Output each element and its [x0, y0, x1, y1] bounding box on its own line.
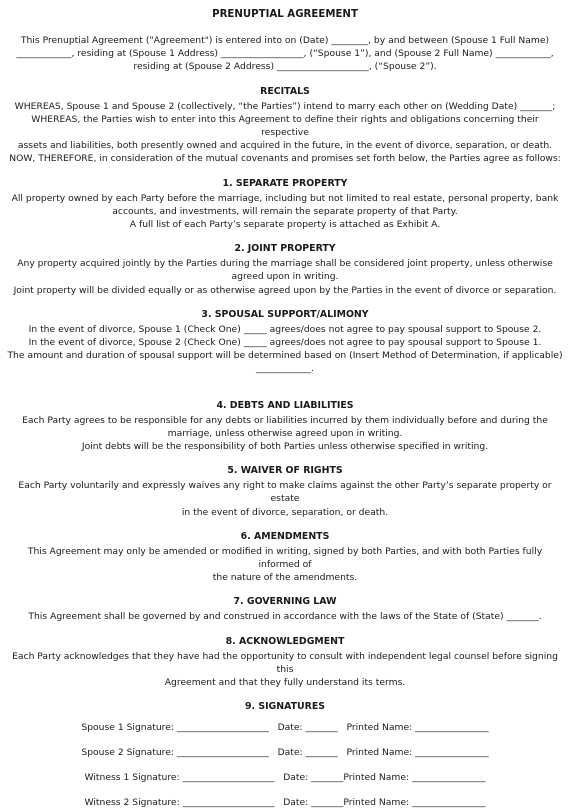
signature-line: Spouse 1 Signature: ____________________ Date: _______ Printed Name: ________________: [81, 722, 489, 734]
section-line: accounts, and investments, will remain the separate property of that Party.: [112, 205, 458, 217]
section-line: This Agreement may only be amended or modified in writing, signed by both Parties, and with both Parties fully informed of: [27, 545, 543, 571]
section-heading: 3. SPOUSAL SUPPORT/ALIMONY: [201, 308, 369, 320]
section-line: Joint debts will be the responsibility of both Parties unless otherwise specified in writing.: [81, 441, 489, 453]
section-heading: 2. JOINT PROPERTY: [234, 243, 336, 255]
section-line: The amount and duration of spousal support will be determined based on (Insert Method of Determination, if applicable): [7, 350, 563, 362]
section-heading: RECITALS: [260, 85, 310, 97]
section-heading: 6. AMENDMENTS: [240, 530, 330, 542]
section-governing-law: [6, 595, 564, 623]
section-line: marriage, unless otherwise agreed upon in writing.: [167, 427, 403, 439]
section-acknowledgment: [6, 635, 564, 690]
signature-line: Witness 2 Signature: ____________________ Date: _______Printed Name: ________________: [84, 796, 486, 808]
signature-row-witness-2[interactable]: [6, 796, 564, 809]
intro-line: ____________, residing at (Spouse 1 Address) __________________, (“Spouse 1”), and (Spouse 2 Full Name) ____________,: [16, 48, 554, 60]
intro-paragraph: [6, 34, 564, 74]
section-joint-property: [6, 242, 564, 297]
section-line: Each Party voluntarily and expressly waives any right to make claims against the other Party’s separate property or estate: [18, 480, 552, 505]
intro-line: residing at (Spouse 2 Address) ____________________, (“Spouse 2”).: [133, 61, 437, 73]
section-amendments: [6, 530, 564, 585]
intro-line: This Prenuptial Agreement ("Agreement") is entered into on (Date) ________, by and between (Spouse 1 Full Name): [20, 35, 550, 46]
section-body: [6, 650, 564, 690]
section-separate-property: [6, 177, 564, 232]
section-body: [6, 100, 564, 166]
section-heading: 7. GOVERNING LAW: [233, 596, 337, 608]
section-heading: 8. ACKNOWLEDGMENT: [225, 635, 345, 647]
signature-row-spouse-1[interactable]: [6, 721, 564, 734]
section-body: [6, 479, 564, 519]
section-heading: 1. SEPARATE PROPERTY: [222, 177, 348, 189]
document-title: PRENUPTIAL AGREEMENT: [212, 9, 358, 20]
section-heading: 4. DEBTS AND LIABILITIES: [216, 399, 354, 411]
section-line: Joint property will be divided equally or as otherwise agreed upon by the Parties in the event of divorce or separation.: [13, 284, 557, 296]
section-line: All property owned by each Party before the marriage, including but not limited to real estate, personal property, bank: [11, 192, 559, 204]
section-line: In the event of divorce, Spouse 2 (Check One) _____ agrees/does not agree to pay spousal support to Spouse 1.: [28, 337, 542, 349]
section-debts-liabilities: [6, 399, 564, 454]
signature-row-spouse-2[interactable]: [6, 746, 564, 759]
signature-row-witness-1[interactable]: [6, 771, 564, 784]
section-heading: 9. SIGNATURES: [244, 701, 326, 713]
section-line: ____________.: [255, 363, 315, 375]
section-line: Each Party acknowledges that they have had the opportunity to consult with independent legal counsel before signing this: [12, 650, 558, 675]
section-line: A full list of each Party’s separate property is attached as Exhibit A.: [129, 219, 441, 231]
section-body: [6, 257, 564, 297]
section-line: Any property acquired jointly by the Parties during the marriage shall be considered joint property, unless otherwise: [17, 258, 553, 270]
section-line: assets and liabilities, both presently owned and acquired in the future, in the event of divorce, separation, or death.: [17, 140, 553, 152]
section-line: Agreement and that they fully understand its terms.: [164, 677, 406, 689]
section-waiver-of-rights: [6, 464, 564, 519]
section-body: [6, 323, 564, 376]
section-line: In the event of divorce, Spouse 1 (Check One) _____ agrees/does not agree to pay spousal support to Spouse 2.: [28, 323, 542, 335]
section-line: WHEREAS, Spouse 1 and Spouse 2 (collectively, “the Parties”) intend to marry each other on (Wedding Date) _______;: [14, 100, 556, 112]
section-body: [6, 192, 564, 232]
signature-block: [6, 721, 564, 808]
section-body: [6, 414, 564, 454]
section-line: in the event of divorce, separation, or death.: [181, 506, 389, 518]
section-body: [6, 545, 564, 585]
section-signatures: [6, 700, 564, 808]
section-line: the nature of the amendments.: [212, 572, 358, 584]
section-line: NOW, THEREFORE, in consideration of the mutual covenants and promises set forth below, the Parties agree as follows:: [9, 153, 561, 165]
section-heading: 5. WAIVER OF RIGHTS: [227, 465, 343, 477]
section-spousal-support: [6, 308, 564, 388]
section-line: WHEREAS, the Parties wish to enter into this Agreement to define their rights and obligations concerning their respective: [31, 113, 539, 139]
signature-line: Witness 1 Signature: ____________________ Date: _______Printed Name: ________________: [84, 771, 486, 783]
section-body: [6, 610, 564, 623]
section-line: This Agreement shall be governed by and construed in accordance with the laws of the State of (State) _______.: [28, 611, 542, 623]
section-line: Each Party agrees to be responsible for any debts or liabilities incurred by them individually before and during the: [22, 414, 548, 426]
section-recitals: [6, 85, 564, 166]
signature-line: Spouse 2 Signature: ____________________ Date: _______ Printed Name: ________________: [81, 747, 489, 759]
section-line: agreed upon in writing.: [231, 271, 339, 283]
